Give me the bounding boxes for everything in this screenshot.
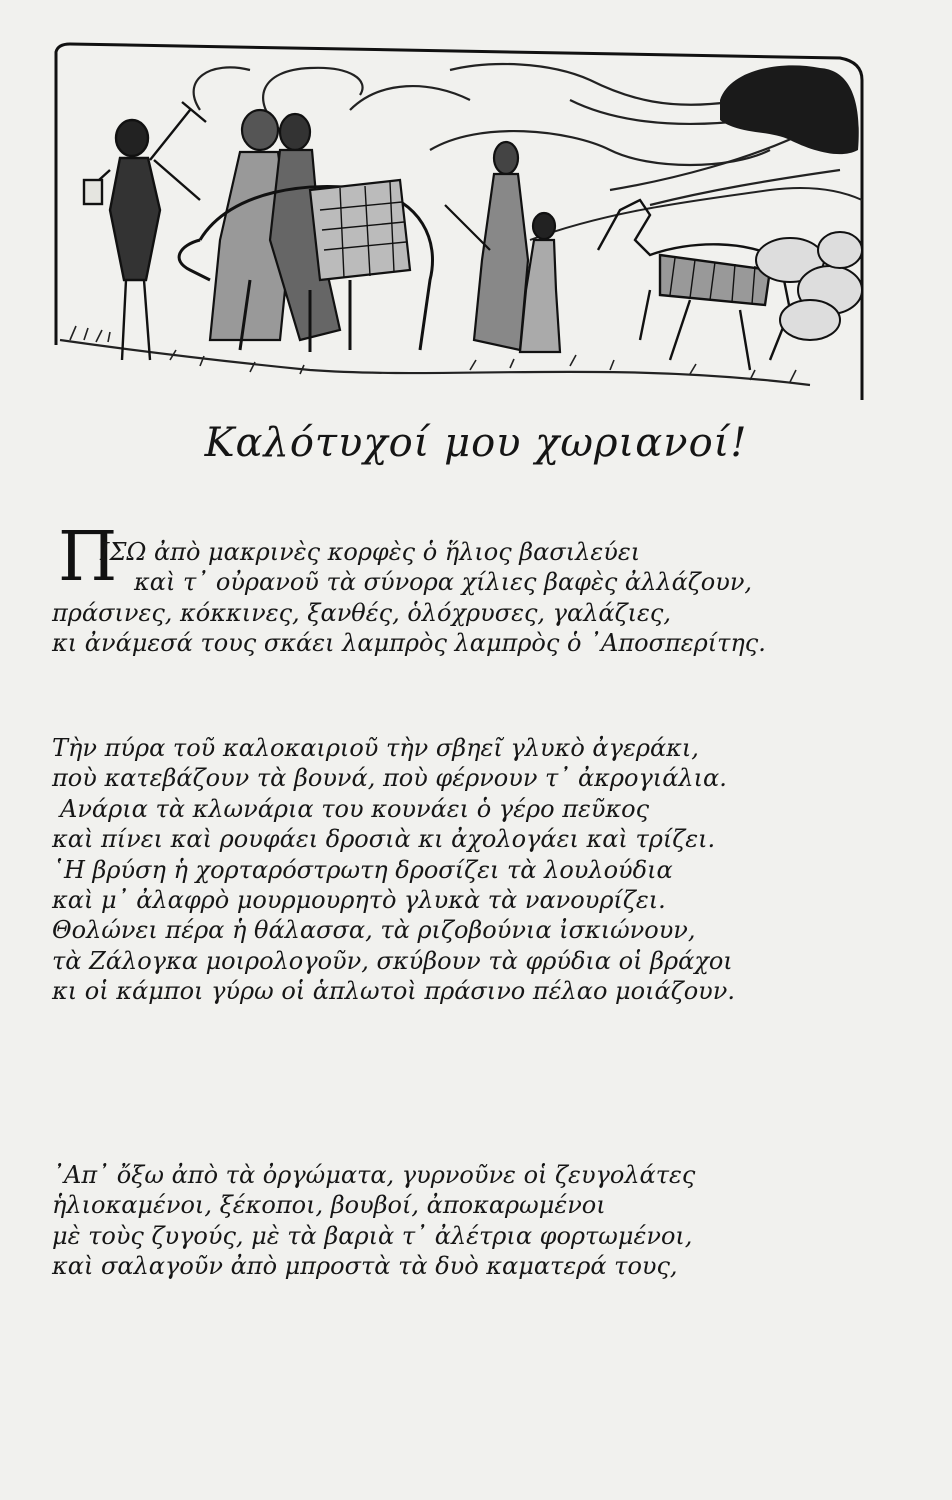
stanza-3-line-4: καὶ σαλαγοῦν ἀπὸ μπροστὰ τὰ δυὸ καματερά τους,	[52, 1252, 678, 1281]
stanza-1-line-4: κι ἀνάμεσά τους σκάει λαμπρὸς λαμπρὸς ὁ ᾽Αποσπερίτης.	[52, 629, 766, 658]
stanza-2-line-8: τὰ Ζάλογκα μοιρολογοῦν, σκύβουν τὰ φρύδια οἱ βράχοι	[52, 946, 733, 975]
stanza-2-line-9: κι οἱ κάμποι γύρω οἱ ἁπλωτοὶ πράσινο πέλαο μοιάζουν.	[52, 977, 735, 1006]
stanza-2-line-7: Θολώνει πέρα ἡ θάλασσα, τὰ ριζοβούνια ἰσκιώνουν,	[52, 916, 696, 945]
stanza-3-line-2: ἡλιοκαμένοι, ξέκοποι, βουβοί, ἀποκαρωμένοι	[52, 1191, 606, 1220]
stanza-2-line-1: Τὴν πύρα τοῦ καλοκαιριοῦ τὴν σβηεῖ γλυκὸ ἀγεράκι,	[52, 734, 699, 762]
stanza-2-line-4: καὶ πίνει καὶ ρουφάει δροσιὰ κι ἀχολογάει καὶ τρίζει.	[52, 825, 716, 854]
stanza-2-line-3: Ανάρια τὰ κλωνάρια του κουνάει ὁ γέρο πεῦκος	[60, 794, 650, 823]
stanza-3	[52, 1160, 872, 1282]
drop-cap: Π	[58, 518, 118, 597]
stanza-1-line-1: ΙΣΩ ἀπὸ μακρινὲς κορφὲς ὁ ἥλιος βασιλεύει	[100, 538, 641, 566]
stanza-2-line-5: ῾Η βρύση ἡ χορταρόστρωτη δροσίζει τὰ λουλούδια	[52, 855, 673, 884]
poem-title: Καλότυχοί μου χωριανοί!	[204, 420, 748, 466]
stanza-2-line-6: καὶ μ᾽ ἀλαφρὸ μουρμουρητὸ γλυκὰ τὰ νανουρίζει.	[52, 885, 666, 914]
stanza-1	[52, 537, 872, 659]
stanza-1-line-3: πράσινες, κόκκινες, ξανθές, ὁλόχρυσες, γαλάζιες,	[52, 598, 671, 627]
stanza-2-line-2: ποὺ κατεβάζουν τὰ βουνά, ποὺ φέρνουν τ᾽ ἀκρογιάλια.	[52, 764, 727, 793]
village-scene-illustration	[50, 40, 866, 405]
stanza-2	[52, 733, 872, 1007]
stanza-3-line-1: ᾽Απ᾽ ὄξω ἀπὸ τὰ ὀργώματα, γυρνοῦνε οἱ ζευγολάτες	[52, 1161, 696, 1189]
stanza-3-line-3: μὲ τοὺς ζυγούς, μὲ τὰ βαριὰ τ᾽ ἀλέτρια φορτωμένοι,	[52, 1221, 693, 1250]
stanza-1-line-2: καὶ τ᾽ οὐρανοῦ τὰ σύνορα χίλιες βαφὲς ἀλλάζουν,	[134, 568, 753, 597]
